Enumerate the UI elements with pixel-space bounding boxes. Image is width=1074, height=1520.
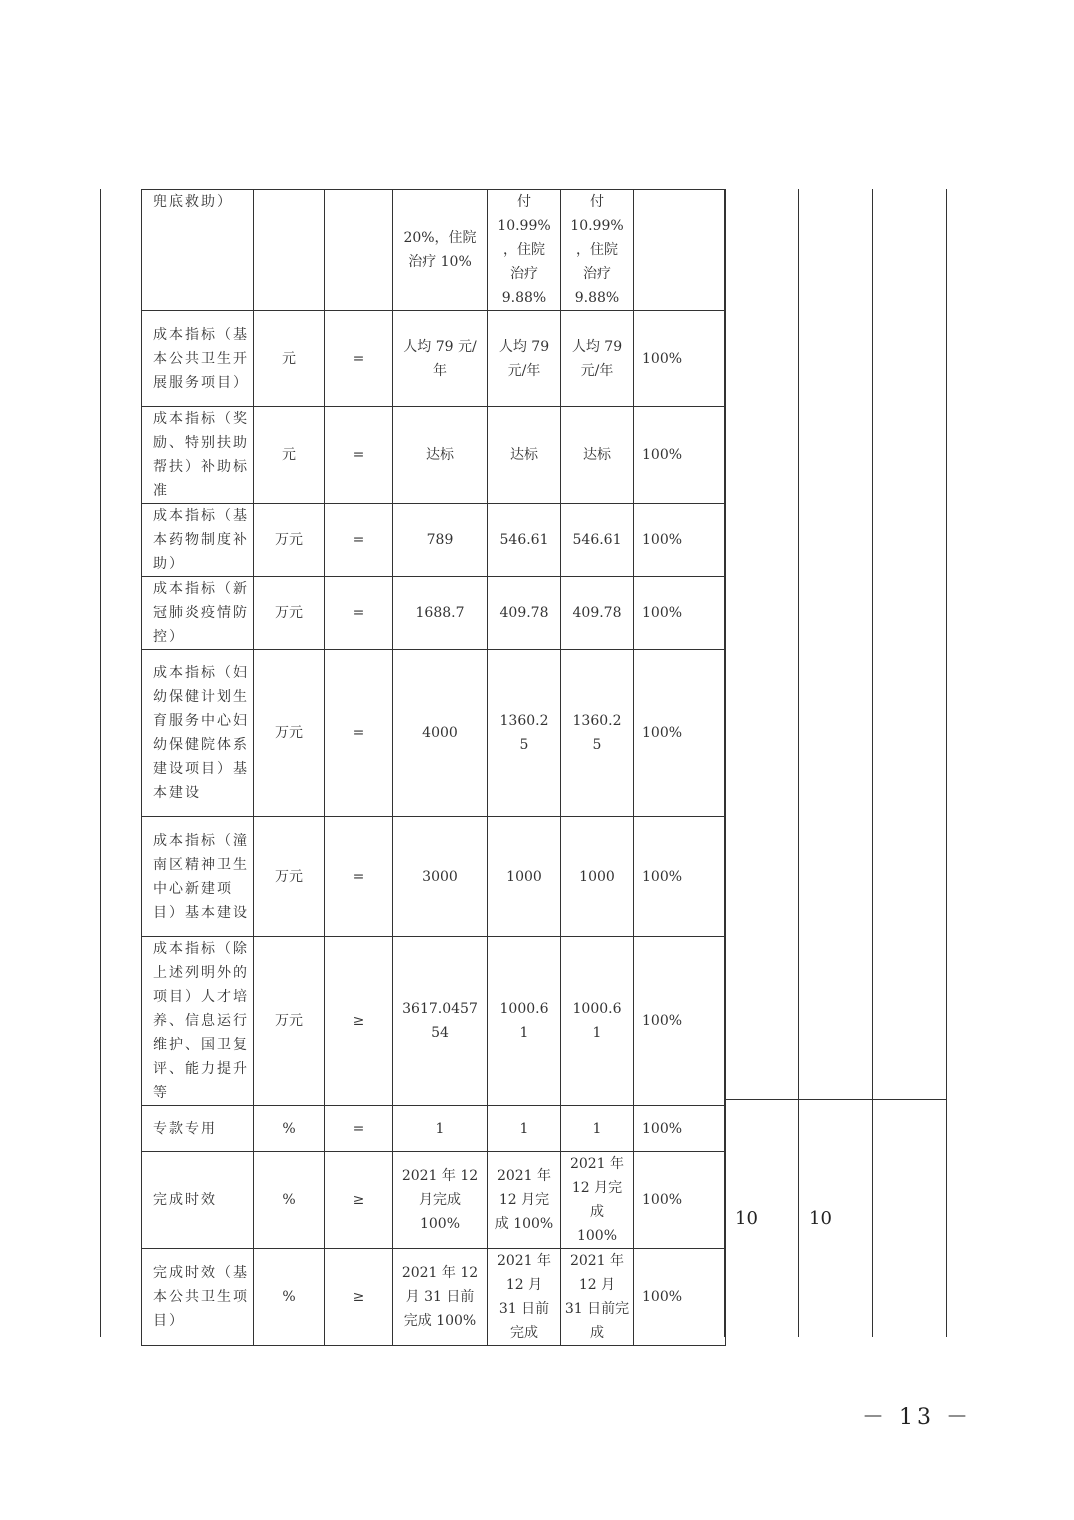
actual-value: 2021 年 12 月完 成 100% [488,1152,561,1249]
operator-cell: = [325,1106,393,1152]
completion-rate: 100% [634,1152,726,1249]
target-value: 789 [393,504,488,577]
actual-value: 1000 [488,817,561,937]
actual-value-2: 2021 年 12 月完 成 100% [561,1152,634,1249]
indicator-name: 成本指标（潼南区精神卫生中心新建项目）基本建设 [142,817,254,937]
unit-cell [254,190,325,311]
unit-cell: 万元 [254,817,325,937]
actual-value-2: 1000.6 1 [561,937,634,1106]
indicator-name: 完成时效（基本公共卫生项目） [142,1249,254,1346]
unit-cell: 元 [254,407,325,504]
actual-value-2: 546.61 [561,504,634,577]
operator-cell: = [325,650,393,817]
actual-value: 2021 年 12 月 31 日前 完成 [488,1249,561,1346]
actual-value: 付 10.99% ，住院 治疗 9.88% [488,190,561,311]
table-row [142,311,726,407]
table-row [142,577,726,650]
indicator-name: 完成时效 [142,1152,254,1249]
actual-value-2: 1000 [561,817,634,937]
target-value: 3000 [393,817,488,937]
score-column-line-2 [798,189,799,1337]
indicator-name: 成本指标（除上述列明外的项目）人才培养、信息运行维护、国卫复评、能力提升等 [142,937,254,1106]
actual-value: 人均 79 元/年 [488,311,561,407]
target-value: 3617.0457 54 [393,937,488,1106]
score-group-divider [724,1099,947,1100]
actual-value-2: 409.78 [561,577,634,650]
completion-rate: 100% [634,937,726,1106]
page-number: － 13 － [862,1405,972,1430]
completion-rate [634,190,726,311]
operator-cell: ≥ [325,1152,393,1249]
score-weight: 10 [735,1208,758,1229]
table-row [142,190,726,311]
unit-cell: 万元 [254,504,325,577]
indicator-name: 兜底救助） [142,190,254,311]
unit-cell: % [254,1249,325,1346]
operator-cell: = [325,577,393,650]
unit-cell: 万元 [254,650,325,817]
target-value: 4000 [393,650,488,817]
unit-cell: % [254,1106,325,1152]
indicator-name: 专款专用 [142,1106,254,1152]
operator-cell: = [325,817,393,937]
completion-rate: 100% [634,407,726,504]
indicator-name: 成本指标（基本药物制度补助） [142,504,254,577]
completion-rate: 100% [634,1106,726,1152]
actual-value-2: 达标 [561,407,634,504]
target-value: 人均 79 元/ 年 [393,311,488,407]
operator-cell: ≥ [325,937,393,1106]
actual-value: 546.61 [488,504,561,577]
indicator-name: 成本指标（新冠肺炎疫情防控） [142,577,254,650]
table-row [142,504,726,577]
table-row [142,1152,726,1249]
completion-rate: 100% [634,504,726,577]
actual-value: 达标 [488,407,561,504]
right-border-line [946,189,947,1337]
operator-cell: = [325,311,393,407]
target-value: 20%，住院 治疗 10% [393,190,488,311]
actual-value-2: 付 10.99% ，住院 治疗 9.88% [561,190,634,311]
completion-rate: 100% [634,577,726,650]
unit-cell: 元 [254,311,325,407]
table-row [142,650,726,817]
actual-value-2: 人均 79 元/年 [561,311,634,407]
completion-rate: 100% [634,311,726,407]
actual-value-2: 2021 年 12 月 31 日前完成 [561,1249,634,1346]
target-value: 1688.7 [393,577,488,650]
actual-value-2: 1360.2 5 [561,650,634,817]
actual-value: 409.78 [488,577,561,650]
completion-rate: 100% [634,650,726,817]
target-value: 达标 [393,407,488,504]
table-row [142,817,726,937]
indicator-name: 成本指标（奖励、特别扶助帮扶）补助标准 [142,407,254,504]
target-value: 2021 年 12 月完成 100% [393,1152,488,1249]
indicator-name: 成本指标（基本公共卫生开展服务项目） [142,311,254,407]
operator-cell: = [325,407,393,504]
unit-cell: % [254,1152,325,1249]
table-row [142,1249,726,1346]
table-row [142,937,726,1106]
score-value: 10 [809,1208,832,1229]
operator-cell: = [325,504,393,577]
actual-value: 1000.6 1 [488,937,561,1106]
target-value: 1 [393,1106,488,1152]
target-value: 2021 年 12 月 31 日前 完成 100% [393,1249,488,1346]
actual-value: 1360.2 5 [488,650,561,817]
table-row [142,407,726,504]
operator-cell [325,190,393,311]
indicator-name: 成本指标（妇幼保健计划生育服务中心妇幼保健院体系建设项目）基本建设 [142,650,254,817]
completion-rate: 100% [634,817,726,937]
actual-value-2: 1 [561,1106,634,1152]
actual-value: 1 [488,1106,561,1152]
score-column-line-3 [872,189,873,1337]
operator-cell: ≥ [325,1249,393,1346]
unit-cell: 万元 [254,937,325,1106]
completion-rate: 100% [634,1249,726,1346]
unit-cell: 万元 [254,577,325,650]
left-border-line [100,189,101,1337]
table-row [142,1106,726,1152]
indicator-table [141,189,726,1346]
